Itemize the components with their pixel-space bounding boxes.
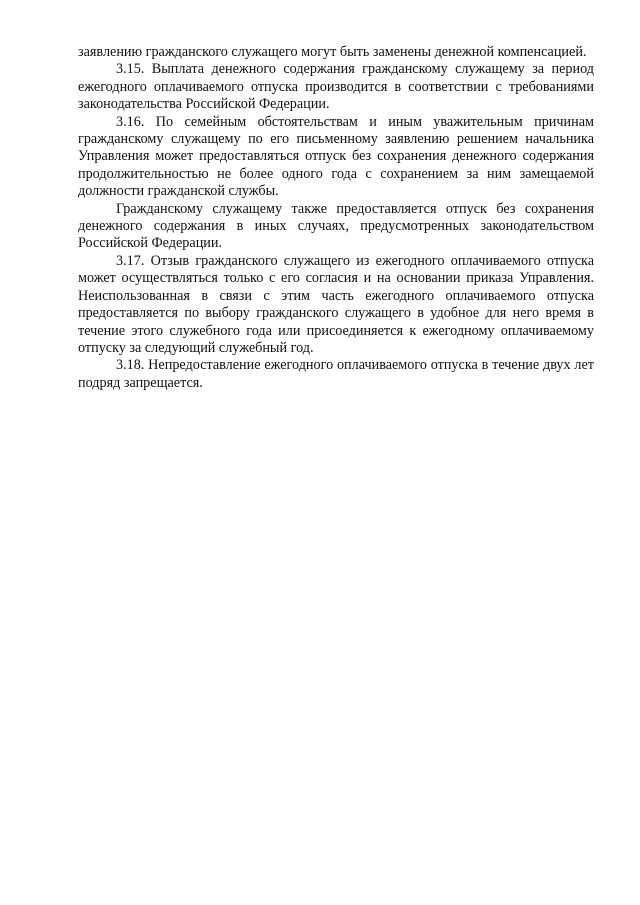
paragraph-3-17: 3.17. Отзыв гражданского служащего из ежегодного оплачиваемого отпуска может осуществляться только с его согласия и на основании приказа Управления. Неиспользованная в связи с этим часть ежегодного оплачиваемого отпуска предоставляется по выбору гражданского служащего в удобное для него время в течение этого служебного года или присоединяется к ежегодному оплачиваемому отпуску за следующий служебный год. xyxy=(78,252,594,356)
document-body xyxy=(78,44,594,392)
paragraph-3-18: 3.18. Непредоставление ежегодного оплачиваемого отпуска в течение двух лет подряд запрещается. xyxy=(78,357,594,391)
paragraph-3-16-unpaid-leave: Гражданскому служащему также предоставляется отпуск без сохранения денежного содержания в иных случаях, предусмотренных законодательством Российской Федерации. xyxy=(78,200,594,252)
paragraph-continuation: заявлению гражданского служащего могут быть заменены денежной компенсацией. xyxy=(78,44,587,60)
paragraph-3-15: 3.15. Выплата денежного содержания гражданскому служащему за период ежегодного оплачиваемого отпуска производится в соответствии с требованиями законодательства Российской Федерации. xyxy=(78,61,594,113)
paragraph-3-16: 3.16. По семейным обстоятельствам и иным уважительным причинам гражданскому служащему по его письменному заявлению решением начальника Управления может предоставляться отпуск без сохранения денежного содержания продолжительностью не более одного года с сохранением за ним замещаемой должности гражданской службы. xyxy=(78,113,594,200)
